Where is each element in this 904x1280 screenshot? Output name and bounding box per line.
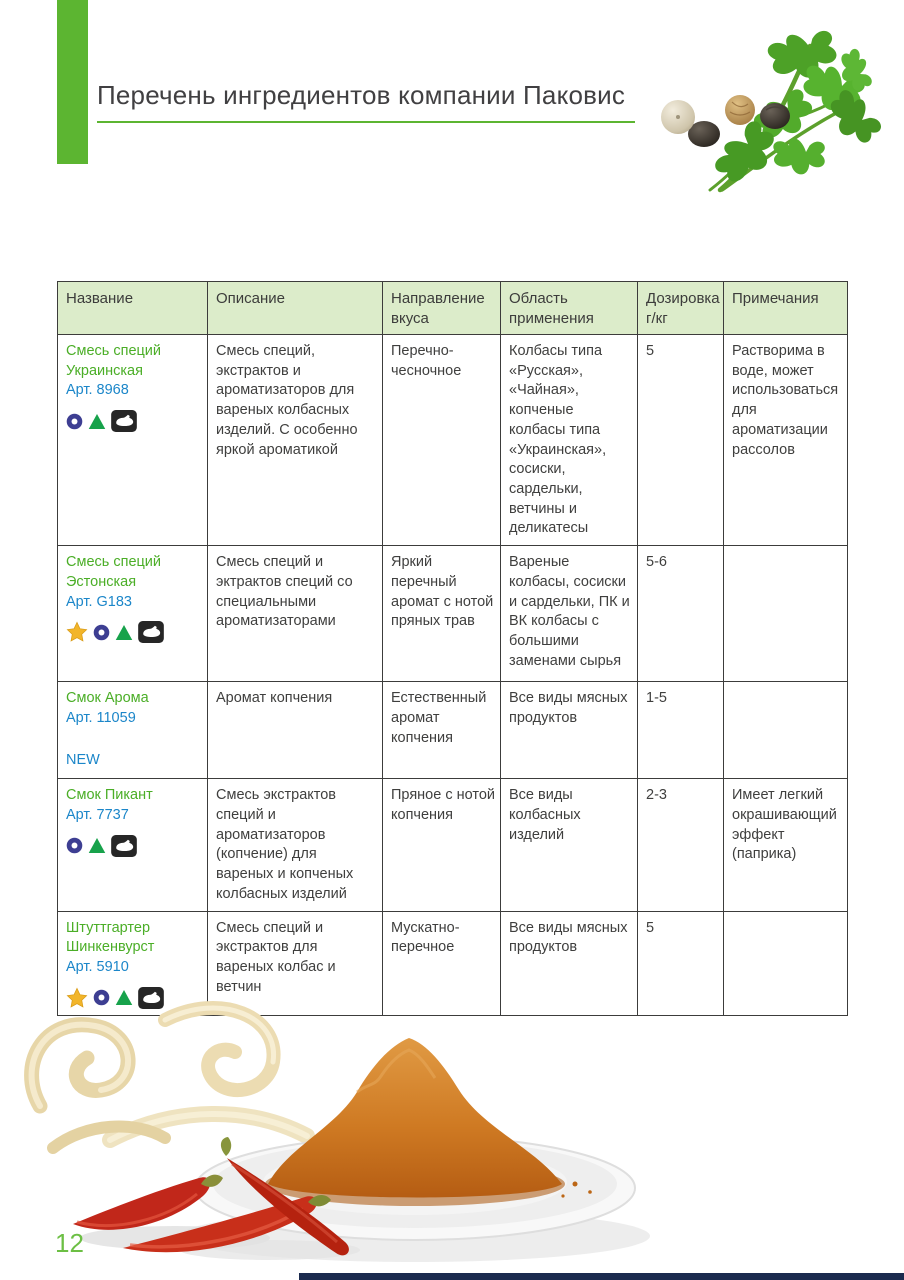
page-number: 12 (55, 1228, 84, 1258)
product-icons (66, 410, 202, 432)
dosage-cell: 5 (638, 335, 724, 546)
taste-cell: Яркий перечный аромат с нотой пряных трав (383, 546, 501, 682)
notes-cell (724, 911, 848, 1015)
column-header: Описание (208, 282, 383, 335)
title-underline (97, 121, 635, 123)
product-name: Штуттгартер Шинкенвурст (66, 919, 155, 956)
dosage-cell: 5-6 (638, 546, 724, 682)
product-name: Смесь специй Эстонская (66, 554, 162, 590)
dosage-cell: 5 (638, 911, 724, 1015)
application-cell: Все виды мясных продуктов (501, 682, 638, 779)
article-number: Арт. 11059 (66, 709, 136, 726)
poultry-icon (111, 835, 137, 857)
dot-circle-icon (66, 413, 83, 430)
peppercorns-parsley-image (620, 16, 904, 194)
application-cell: Все виды колбасных изделий (501, 779, 638, 911)
table-row (58, 682, 848, 779)
description-cell: Смесь специй, экстрактов и ароматизаторов для вареных колбасных изделий. С особенно яркой ароматикой (208, 335, 383, 546)
column-header: Название (58, 282, 208, 335)
column-header: Дозировка г/кг (638, 282, 724, 335)
footer-bar (299, 1273, 904, 1280)
triangle-icon (115, 624, 133, 641)
taste-cell: Мускатно-перечное (383, 911, 501, 1015)
table-body (58, 335, 848, 1016)
product-cell (58, 335, 208, 546)
new-badge: NEW (66, 751, 100, 768)
wood-shavings (32, 1008, 307, 1148)
column-header: Направление вкуса (383, 282, 501, 335)
dot-circle-icon (93, 624, 110, 641)
notes-cell (724, 546, 848, 682)
table-row (58, 546, 848, 682)
product-cell (58, 779, 208, 911)
description-cell: Смесь экстрактов специй и ароматизаторов (копчение) для вареных и копченых колбасных изделий (208, 779, 383, 911)
accent-bar (57, 0, 88, 164)
dosage-cell: 1-5 (638, 682, 724, 779)
product-name: Смок Пикант (66, 787, 153, 804)
column-header: Область применения (501, 282, 638, 335)
ingredients-table (57, 281, 848, 1016)
product-cell (58, 682, 208, 779)
product-name: Смесь специй Украинская (66, 343, 162, 379)
description-cell: Аромат копчения (208, 682, 383, 779)
column-header: Примечания (724, 282, 848, 335)
product-icons (66, 621, 202, 643)
application-cell: Вареные колбасы, сосиски и сардельки, ПК и ВК колбасы с большими заменами сырья (501, 546, 638, 682)
poultry-icon (138, 621, 164, 643)
description-cell: Смесь специй и эктрактов специй со специальными ароматизаторами (208, 546, 383, 682)
application-cell: Все виды мясных продуктов (501, 911, 638, 1015)
description-cell: Смесь специй и экстрактов для вареных колбас и ветчин (208, 911, 383, 1015)
dosage-cell: 2-3 (638, 779, 724, 911)
article-number: Арт. 5910 (66, 958, 129, 975)
notes-cell: Растворима в воде, может использоваться для ароматизации рассолов (724, 335, 848, 546)
taste-cell: Естественный аромат копчения (383, 682, 501, 779)
triangle-icon (88, 413, 106, 430)
product-cell (58, 546, 208, 682)
taste-cell: Перечно-чесночное (383, 335, 501, 546)
chili-paprika-plate-image (15, 988, 665, 1280)
page-title: Перечень ингредиентов компании Паковис (97, 80, 626, 110)
application-cell: Колбасы типа «Русская», «Чайная», копченые колбасы типа «Украинская», сосиски, сардельки, ветчины и деликатесы (501, 335, 638, 546)
table-row (58, 335, 848, 546)
product-icons (66, 835, 202, 857)
article-number: Арт. 7737 (66, 806, 129, 823)
article-number: Арт. 8968 (66, 382, 129, 399)
table-header-row (58, 282, 848, 335)
product-name: Смок Арома (66, 690, 149, 707)
table-row (58, 779, 848, 911)
taste-cell: Пряное с нотой копчения (383, 779, 501, 911)
notes-cell (724, 682, 848, 779)
paprika-mound (265, 1038, 592, 1206)
poultry-icon (111, 410, 137, 432)
dot-circle-icon (66, 837, 83, 854)
star-icon (66, 621, 88, 643)
article-number: Арт. G183 (66, 593, 132, 610)
triangle-icon (88, 837, 106, 854)
notes-cell: Имеет легкий окрашивающий эффект (паприка) (724, 779, 848, 911)
